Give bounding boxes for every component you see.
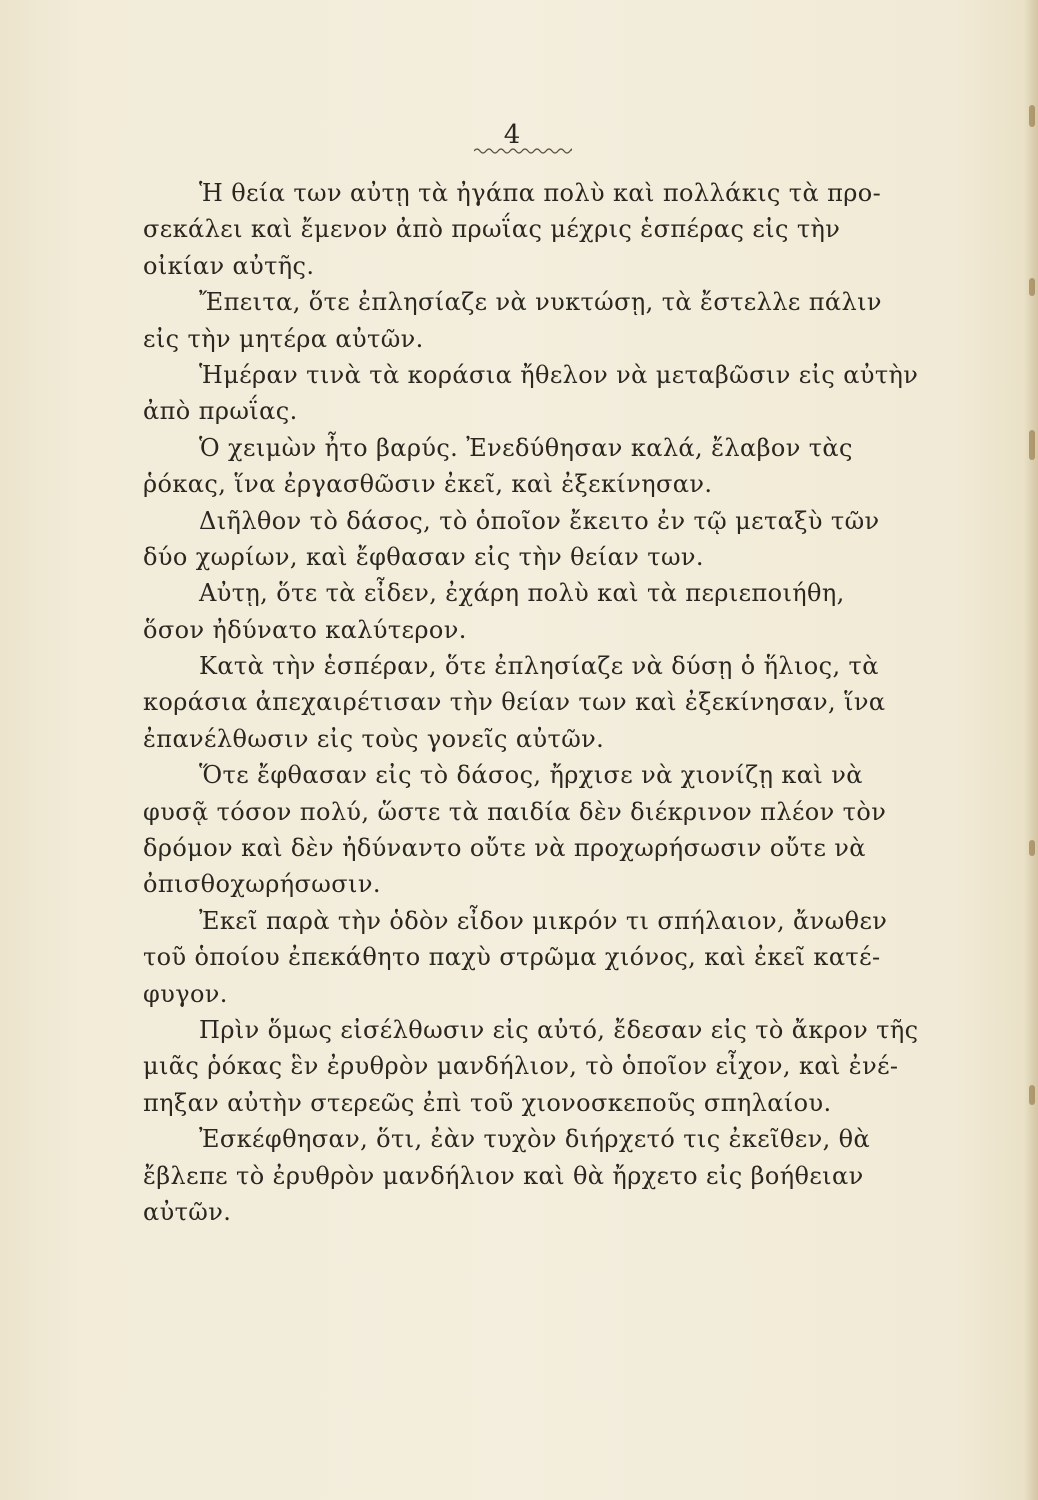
text-line: εἰς τὴν μητέρα αὐτῶν. xyxy=(143,324,424,353)
text-line: ἐπανέλθωσιν εἰς τοὺς γονεῖς αὐτῶν. xyxy=(143,724,605,753)
text-line: ὀπισθοχωρήσωσιν. xyxy=(143,870,381,899)
text-line: Ἡ θεία των αὐτῃ τὰ ἠγάπα πολὺ καὶ πολλάκις τὰ προ- xyxy=(199,179,882,207)
text-line: Αὐτῃ, ὅτε τὰ εἶδεν, ἐχάρη πολὺ καὶ τὰ περιεποιήθη, xyxy=(199,579,845,608)
text-line: φυσᾷ τόσον πολύ, ὥστε τὰ παιδία δὲν διέκρινον πλέον τὸν xyxy=(143,797,887,826)
edge-mark xyxy=(1029,430,1035,460)
text-line: ἀπὸ πρωΐας. xyxy=(143,397,298,426)
text-line: δύο χωρίων, καὶ ἔφθασαν εἰς τὴν θείαν των. xyxy=(143,542,704,571)
page-edge-shadow xyxy=(1024,0,1038,1500)
text-line: Ἐσκέφθησαν, ὅτι, ἐὰν τυχὸν διήρχετό τις ἐκεῖθεν, θὰ xyxy=(199,1125,871,1154)
text-line: Πρὶν ὅμως εἰσέλθωσιν εἰς αὐτό, ἔδεσαν εἰς τὸ ἄκρον τῆς xyxy=(199,1015,919,1044)
text-line: δρόμον καὶ δὲν ἠδύναντο οὔτε νὰ προχωρήσωσιν οὔτε νὰ xyxy=(143,834,866,863)
text-line: οἰκίαν αὐτῆς. xyxy=(143,251,315,280)
text-line: ὅσον ἠδύνατο καλύτερον. xyxy=(143,615,467,644)
text-line: Κατὰ τὴν ἑσπέραν, ὅτε ἐπλησίαζε νὰ δύσῃ ὁ ἥλιος, τὰ xyxy=(199,652,879,681)
text-line: ἔβλεπε τὸ ἐρυθρὸν μανδήλιον καὶ θὰ ἤρχετο εἰς βοήθειαν xyxy=(143,1161,864,1190)
text-line: σεκάλει καὶ ἔμενον ἀπὸ πρωΐας μέχρις ἑσπέρας εἰς τὴν xyxy=(143,215,841,244)
text-line: φυγον. xyxy=(143,979,228,1008)
text-line: Ἔπειτα, ὅτε ἐπλησίαζε νὰ νυκτώσῃ, τὰ ἔστελλε πάλιν xyxy=(199,288,882,317)
edge-mark xyxy=(1029,1085,1035,1105)
edge-mark xyxy=(1029,840,1035,856)
text-line: κοράσια ἀπεχαιρέτισαν τὴν θείαν των καὶ ἐξεκίνησαν, ἵνα xyxy=(143,688,886,717)
edge-mark xyxy=(1029,278,1035,296)
page-number: 4 xyxy=(503,120,521,150)
text-line: Διῆλθον τὸ δάσος, τὸ ὁποῖον ἔκειτο ἐν τῷ μεταξὺ τῶν xyxy=(199,506,880,535)
body-text xyxy=(143,175,919,1230)
text-line: Ὅτε ἔφθασαν εἰς τὸ δάσος, ἤρχισε νὰ χιονίζῃ καὶ νὰ xyxy=(199,761,863,790)
text-line: ῥόκας, ἵνα ἐργασθῶσιν ἐκεῖ, καὶ ἐξεκίνησαν. xyxy=(143,470,713,499)
text-line: Ἐκεῖ παρὰ τὴν ὁδὸν εἶδον μικρόν τι σπήλαιον, ἄνωθεν xyxy=(199,906,888,935)
text-line: πηξαν αὐτὴν στερεῶς ἐπὶ τοῦ χιονοσκεποῦς σπηλαίου. xyxy=(143,1088,832,1117)
text-line: Ὁ χειμὼν ἦτο βαρύς. Ἐνεδύθησαν καλά, ἔλαβον τὰς xyxy=(199,433,853,462)
wavy-rule-ornament xyxy=(474,147,572,155)
text-line: Ἡμέραν τινὰ τὰ κοράσια ἤθελον νὰ μεταβῶσιν εἰς αὐτὴν xyxy=(199,360,919,389)
text-line: μιᾶς ῥόκας ἓν ἐρυθρὸν μανδήλιον, τὸ ὁποῖον εἶχον, καὶ ἐνέ- xyxy=(143,1052,899,1081)
text-line: αὐτῶν. xyxy=(143,1197,232,1226)
edge-mark xyxy=(1029,105,1035,127)
text-line: τοῦ ὁποίου ἐπεκάθητο παχὺ στρῶμα χιόνος, καὶ ἐκεῖ κατέ- xyxy=(143,943,881,972)
